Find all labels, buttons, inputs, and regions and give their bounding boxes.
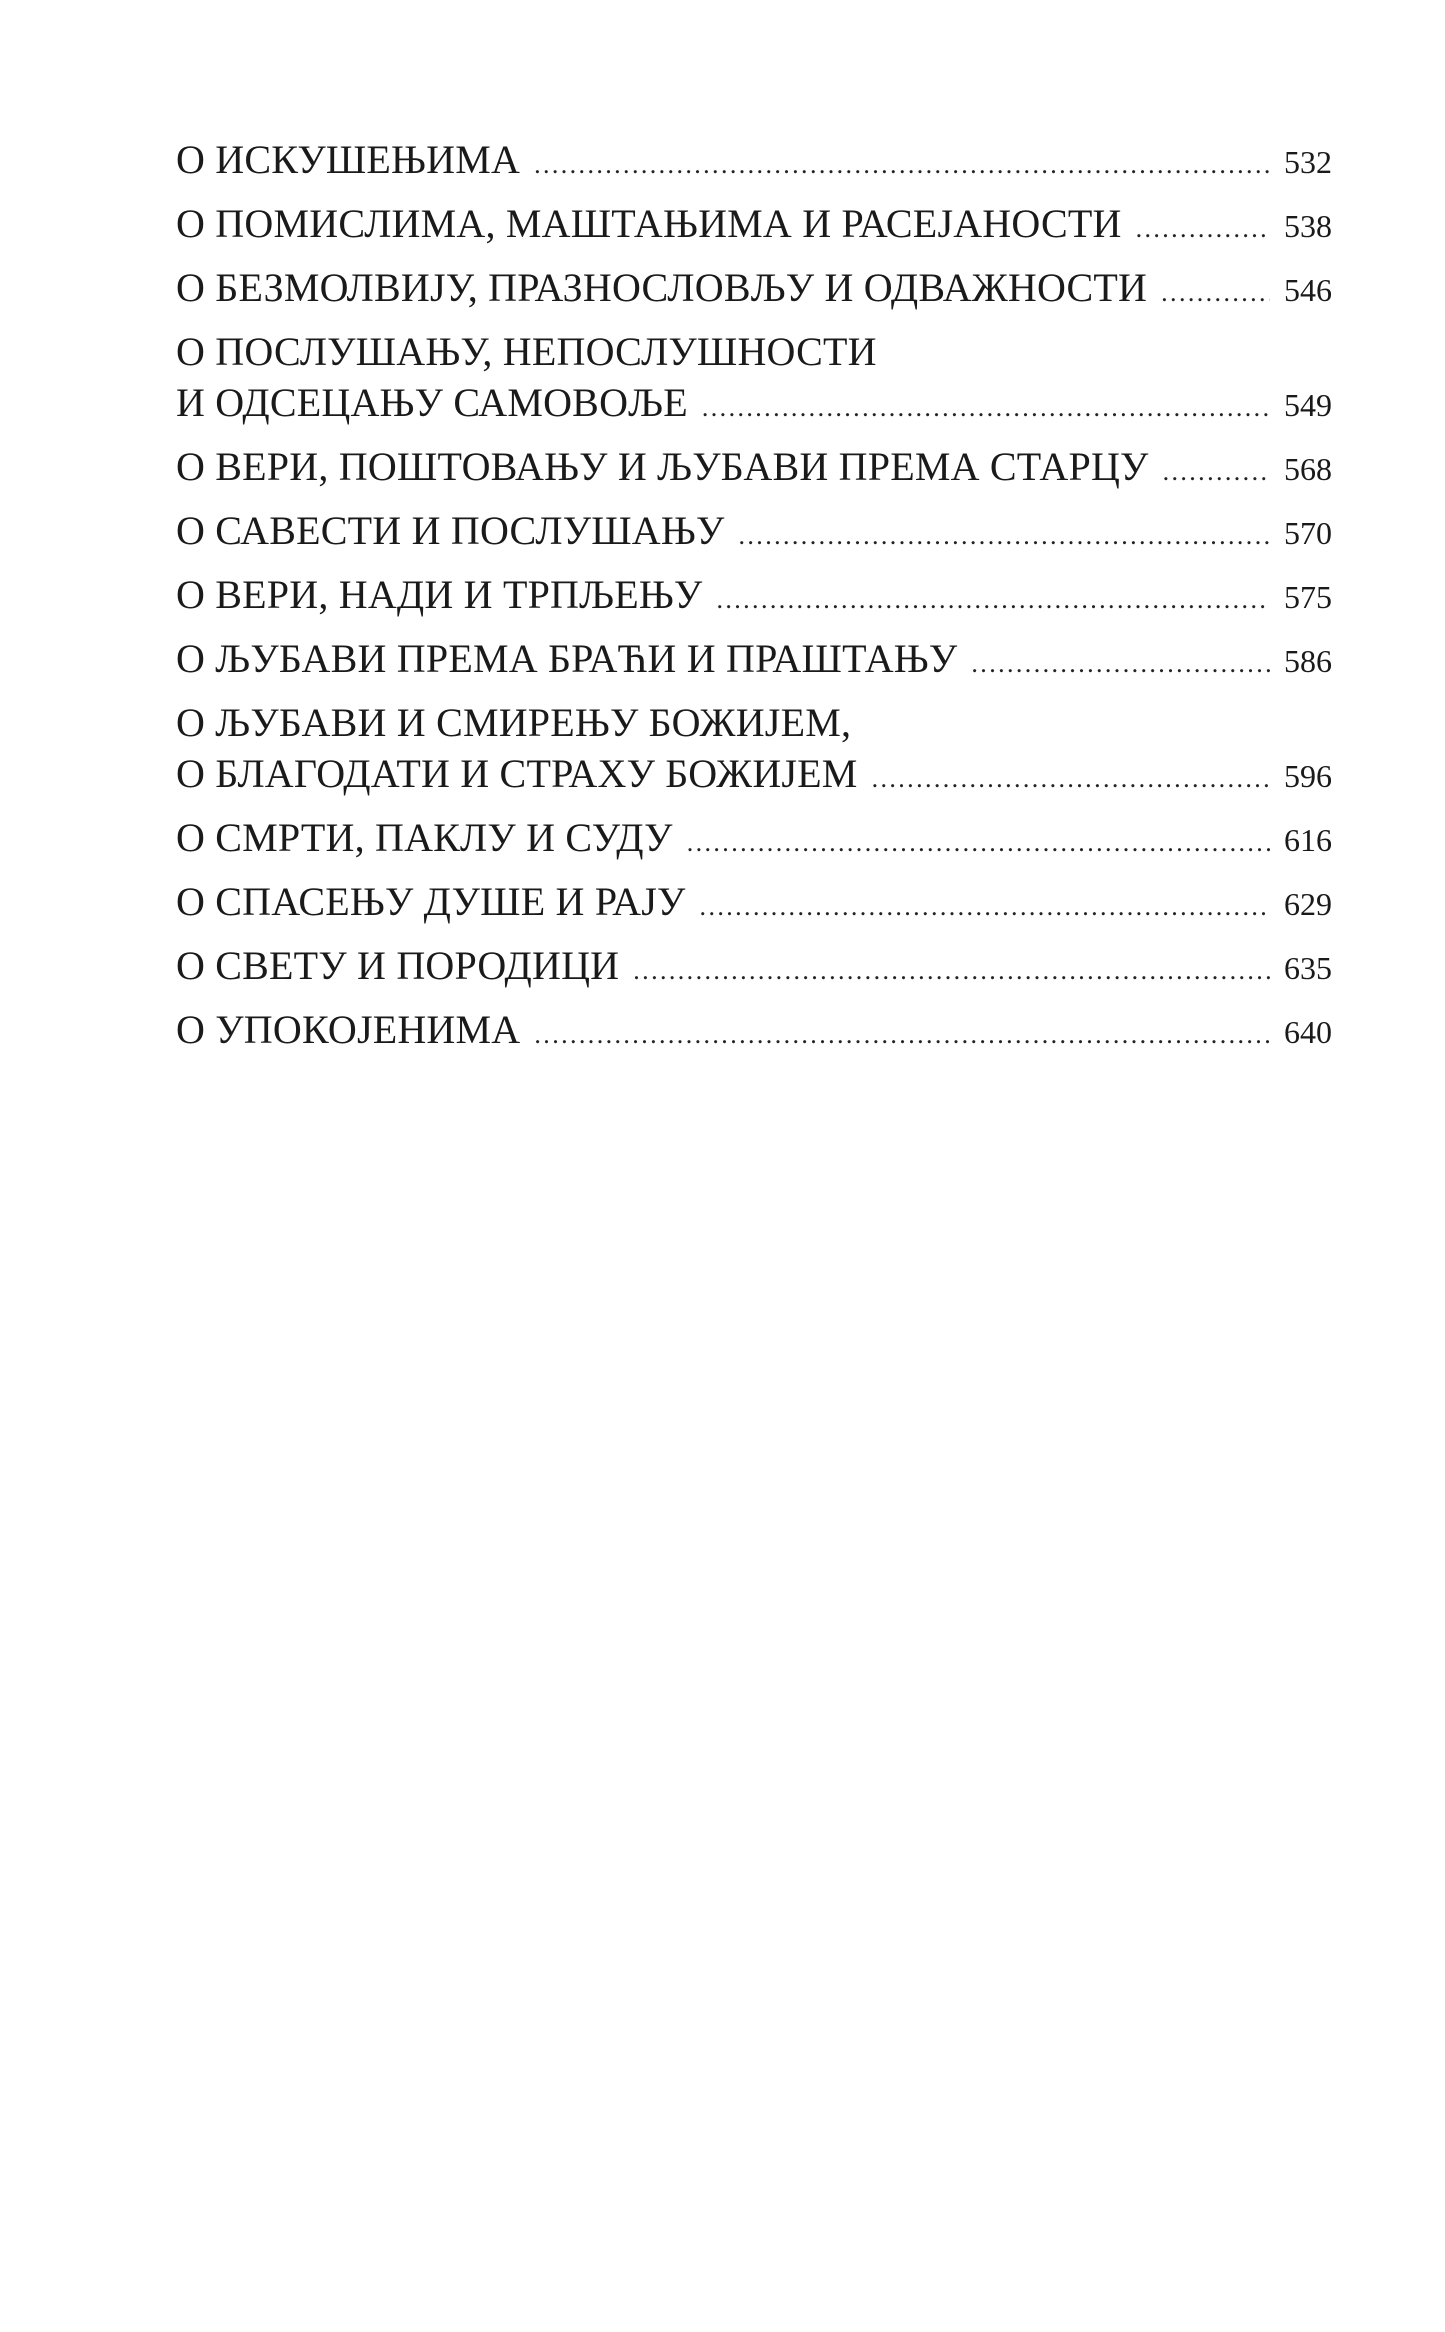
toc-page-number: 640 (1284, 1014, 1332, 1050)
dot-leader (1161, 273, 1270, 313)
toc-entry-title: О ВЕРИ, ПОШТОВАЊУ И ЉУБАВИ ПРЕМА СТАРЦУ (176, 444, 1149, 489)
toc-entry-line (176, 879, 1332, 924)
toc-entry[interactable] (176, 329, 1332, 425)
toc-entry[interactable] (176, 572, 1332, 617)
toc-entry-line (176, 265, 1332, 310)
toc-entry-title: О ВЕРИ, НАДИ И ТРПЉЕЊУ (176, 572, 703, 617)
dot-leader (702, 388, 1270, 428)
dot-leader (534, 145, 1270, 185)
toc-page-number: 629 (1284, 886, 1332, 922)
toc-entry-title: О СМРТИ, ПАКЛУ И СУДУ (176, 815, 673, 860)
toc-entry-line (176, 636, 1332, 681)
table-of-contents (176, 137, 1332, 1074)
toc-page-number: 616 (1284, 822, 1332, 858)
toc-entry[interactable] (176, 508, 1332, 553)
toc-entry-line (176, 137, 1332, 182)
toc-page-number: 549 (1284, 387, 1332, 423)
toc-entry-title: О БЛАГОДАТИ И СТРАХУ БОЖИЈЕМ (176, 751, 858, 796)
dot-leader (1163, 452, 1270, 492)
toc-entry-title-first-line: О ПОСЛУШАЊУ, НЕПОСЛУШНОСТИ (176, 329, 877, 374)
toc-page-number: 532 (1284, 144, 1332, 180)
toc-entry[interactable] (176, 879, 1332, 924)
toc-entry-title-first-line: О ЉУБАВИ И СМИРЕЊУ БОЖИЈЕМ, (176, 700, 852, 745)
dot-leader (971, 644, 1270, 684)
toc-page-number: 546 (1284, 272, 1332, 308)
toc-entry-title: О ИСКУШЕЊИМА (176, 137, 521, 182)
toc-entry[interactable] (176, 137, 1332, 182)
toc-page-number: 538 (1284, 208, 1332, 244)
toc-page-number: 596 (1284, 758, 1332, 794)
dot-leader (633, 951, 1270, 991)
toc-entry-title: О СВЕТУ И ПОРОДИЦИ (176, 943, 620, 988)
toc-entry-title: О ЉУБАВИ ПРЕМА БРАЋИ И ПРАШТАЊУ (176, 636, 958, 681)
toc-entry-line (176, 380, 1332, 425)
toc-entry-line (176, 201, 1332, 246)
toc-entry-line (176, 572, 1332, 617)
toc-entry-line (176, 444, 1332, 489)
toc-entry[interactable] (176, 636, 1332, 681)
toc-entry-title: О БЕЗМОЛВИЈУ, ПРАЗНОСЛОВЉУ И ОДВАЖНОСТИ (176, 265, 1148, 310)
toc-entry-title: О САВЕСТИ И ПОСЛУШАЊУ (176, 508, 725, 553)
toc-entry-title: О УПОКОЈЕНИМА (176, 1007, 521, 1052)
toc-entry[interactable] (176, 815, 1332, 860)
toc-entry-line (176, 815, 1332, 860)
toc-entry[interactable] (176, 201, 1332, 246)
toc-page-number: 635 (1284, 950, 1332, 986)
toc-entry-line (176, 751, 1332, 796)
dot-leader (534, 1015, 1270, 1055)
toc-entry-line (176, 943, 1332, 988)
toc-page-number: 586 (1284, 643, 1332, 679)
dot-leader (716, 580, 1270, 620)
toc-entry-line (176, 1007, 1332, 1052)
toc-entry[interactable] (176, 444, 1332, 489)
toc-page-number: 570 (1284, 515, 1332, 551)
dot-leader (872, 759, 1270, 799)
dot-leader (1136, 209, 1270, 249)
toc-page-number: 575 (1284, 579, 1332, 615)
toc-entry-line (176, 508, 1332, 553)
dot-leader (739, 516, 1271, 556)
toc-entry-title: О ПОМИСЛИМА, МАШТАЊИМА И РАСЕЈАНОСТИ (176, 201, 1122, 246)
toc-page-number: 568 (1284, 451, 1332, 487)
toc-entry-title: И ОДСЕЦАЊУ САМОВОЉЕ (176, 380, 688, 425)
toc-entry[interactable] (176, 700, 1332, 796)
dot-leader (687, 823, 1270, 863)
toc-entry[interactable] (176, 1007, 1332, 1052)
toc-entry[interactable] (176, 943, 1332, 988)
toc-entry-title: О СПАСЕЊУ ДУШЕ И РАЈУ (176, 879, 686, 924)
toc-entry[interactable] (176, 265, 1332, 310)
dot-leader (700, 887, 1270, 927)
